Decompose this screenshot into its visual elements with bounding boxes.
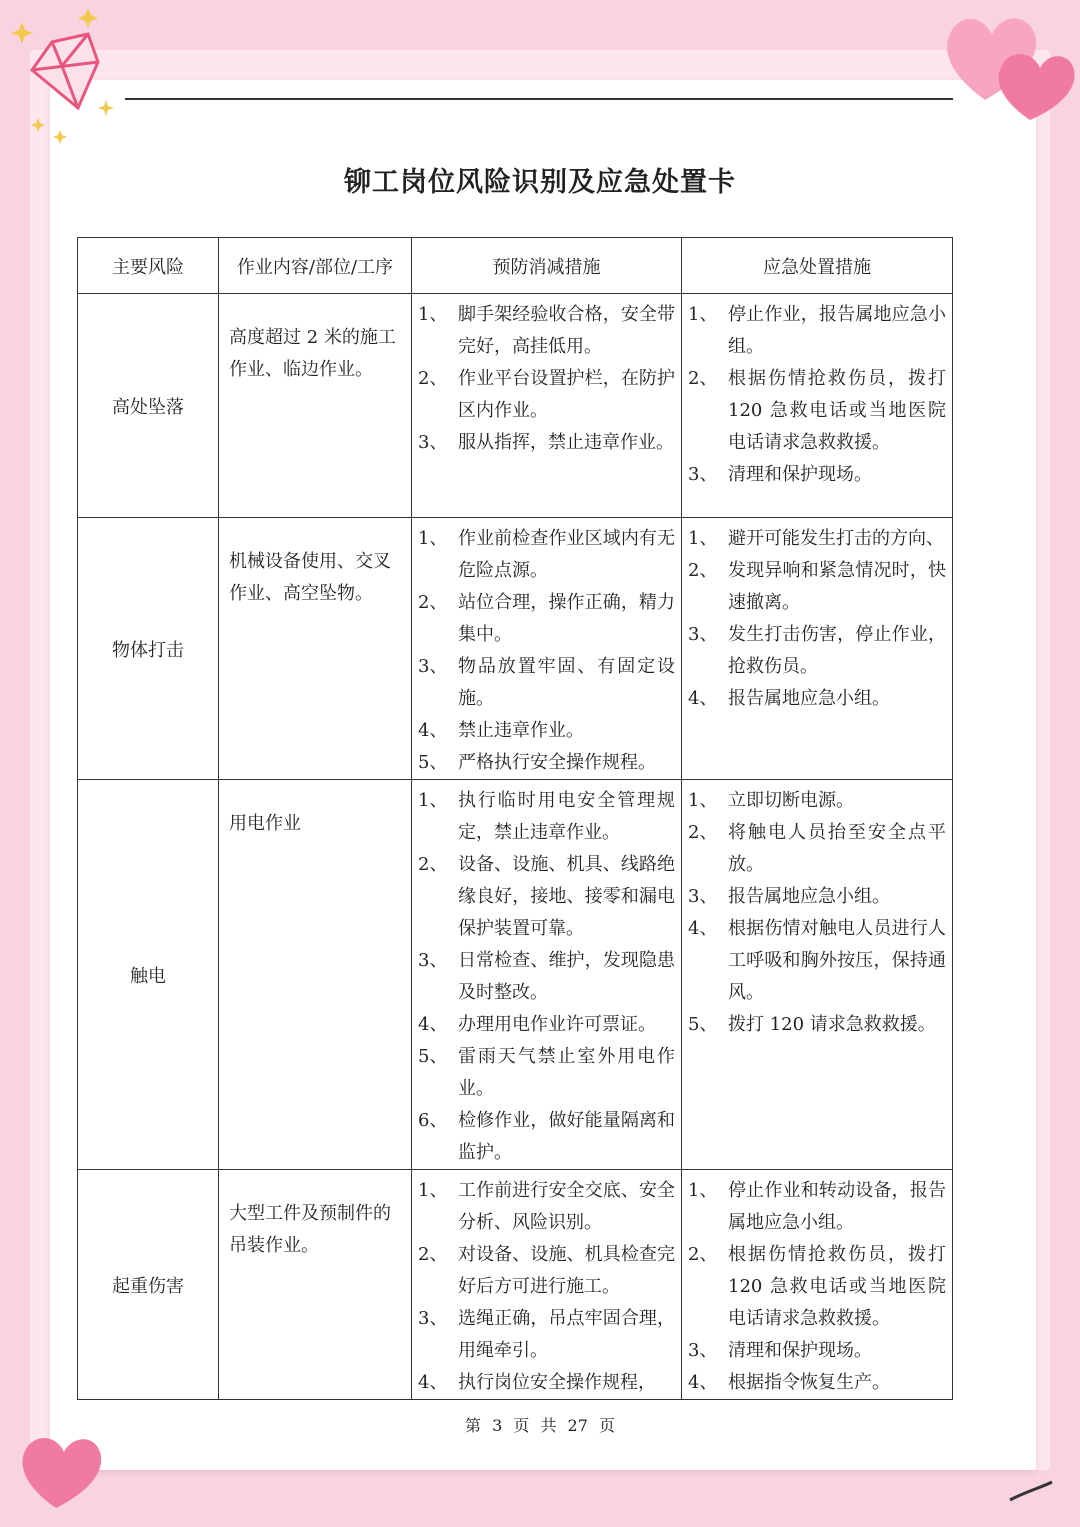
list-item — [418, 363, 675, 427]
list-item — [418, 427, 675, 459]
diamond-icon — [0, 0, 130, 150]
item-number: 2、 — [688, 1244, 718, 1265]
item-text: 将触电人员抬至安全点平放。 — [728, 822, 946, 875]
list-item — [688, 1239, 946, 1335]
item-number: 1、 — [688, 1180, 718, 1201]
item-text: 清理和保护现场。 — [728, 1340, 872, 1361]
item-text: 检修作业，做好能量隔离和监护。 — [458, 1110, 675, 1163]
item-number: 3、 — [688, 624, 718, 645]
page-title: 铆工岗位风险识别及应急处置卡 — [344, 167, 736, 198]
item-number: 4、 — [418, 720, 448, 741]
item-text: 选绳正确，吊点牢固合理，用绳牵引。 — [458, 1308, 675, 1361]
item-text: 作业前检查作业区域内有无危险点源。 — [458, 528, 675, 581]
item-text: 避开可能发生打击的方向、 — [728, 528, 944, 549]
item-number: 4、 — [418, 1372, 448, 1393]
list-item — [688, 363, 946, 459]
item-number: 3、 — [418, 950, 448, 971]
scribble-icon — [1000, 1470, 1060, 1510]
list-item — [418, 1041, 675, 1105]
item-number: 1、 — [418, 790, 448, 811]
item-text: 严格执行安全操作规程。 — [458, 752, 656, 773]
header-scope: 作业内容/部位/工序 — [219, 238, 412, 294]
item-number: 2、 — [418, 592, 448, 613]
list-item — [418, 715, 675, 747]
list-item — [688, 785, 946, 817]
item-number: 5、 — [418, 752, 448, 773]
item-text: 根据伤情抢救伤员，拨打 120 急救电话或当地医院电话请求急救救援。 — [728, 368, 946, 453]
risk-table — [77, 237, 953, 1400]
table-row — [78, 780, 953, 1170]
table-row — [78, 294, 953, 518]
item-text: 根据伤情抢救伤员，拨打 120 急救电话或当地医院电话请求急救救援。 — [728, 1244, 946, 1329]
item-number: 4、 — [688, 688, 718, 709]
item-text: 脚手架经验收合格，安全带完好，高挂低用。 — [458, 304, 675, 357]
header-emergency: 应急处置措施 — [682, 238, 953, 294]
prevention-list — [412, 518, 681, 779]
list-item — [418, 651, 675, 715]
list-item — [688, 619, 946, 683]
item-text: 执行岗位安全操作规程， — [458, 1372, 656, 1393]
list-item — [418, 747, 675, 779]
emergency-cell — [682, 518, 953, 780]
header-prevention: 预防消减措施 — [412, 238, 682, 294]
list-item — [688, 913, 946, 1009]
item-text: 禁止违章作业。 — [458, 720, 584, 741]
list-item — [688, 555, 946, 619]
list-item — [688, 459, 946, 491]
prevention-cell — [412, 518, 682, 780]
scope-cell: 机械设备使用、交叉作业、高空坠物。 — [219, 518, 412, 780]
item-text: 立即切断电源。 — [728, 790, 854, 811]
list-item — [688, 1335, 946, 1367]
item-number: 1、 — [418, 528, 448, 549]
prevention-list — [412, 780, 681, 1169]
risk-cell: 物体打击 — [78, 518, 219, 780]
risk-cell: 触电 — [78, 780, 219, 1170]
risk-cell: 高处坠落 — [78, 294, 219, 518]
item-text: 停止作业和转动设备，报告属地应急小组。 — [728, 1180, 946, 1233]
item-number: 1、 — [688, 790, 718, 811]
item-number: 6、 — [418, 1110, 448, 1131]
item-number: 2、 — [688, 822, 718, 843]
item-number: 3、 — [418, 656, 448, 677]
item-number: 5、 — [418, 1046, 448, 1067]
emergency-cell — [682, 294, 953, 518]
prevention-cell — [412, 294, 682, 518]
list-item — [418, 587, 675, 651]
item-text: 对设备、设施、机具检查完好后方可进行施工。 — [458, 1244, 675, 1297]
item-text: 服从指挥，禁止违章作业。 — [458, 432, 674, 453]
item-text: 清理和保护现场。 — [728, 464, 872, 485]
list-item — [418, 523, 675, 587]
item-text: 执行临时用电安全管理规定，禁止违章作业。 — [458, 790, 675, 843]
item-number: 2、 — [418, 854, 448, 875]
item-text: 办理用电作业许可票证。 — [458, 1014, 656, 1035]
list-item — [418, 1239, 675, 1303]
emergency-list — [682, 780, 952, 1041]
item-text: 物品放置牢固、有固定设施。 — [458, 656, 675, 709]
item-text: 报告属地应急小组。 — [728, 688, 890, 709]
emergency-list — [682, 294, 952, 491]
emergency-list — [682, 1170, 952, 1399]
prevention-list — [412, 294, 681, 459]
item-text: 根据伤情对触电人员进行人工呼吸和胸外按压，保持通风。 — [728, 918, 946, 1003]
item-number: 1、 — [418, 304, 448, 325]
hearts-icon — [930, 0, 1080, 130]
item-text: 发生打击伤害，停止作业，抢救伤员。 — [728, 624, 946, 677]
list-item — [688, 523, 946, 555]
item-text: 发现异响和紧急情况时，快速撤离。 — [728, 560, 946, 613]
item-number: 4、 — [688, 918, 718, 939]
item-number: 3、 — [418, 432, 448, 453]
list-item — [418, 945, 675, 1009]
item-text: 设备、设施、机具、线路绝缘良好，接地、接零和漏电保护装置可靠。 — [458, 854, 675, 939]
list-item — [418, 1105, 675, 1169]
list-item — [418, 1009, 675, 1041]
item-text: 根据指令恢复生产。 — [728, 1372, 890, 1393]
scope-cell: 大型工件及预制件的吊装作业。 — [219, 1170, 412, 1400]
item-number: 1、 — [688, 304, 718, 325]
item-text: 工作前进行安全交底、安全分析、风险识别。 — [458, 1180, 675, 1233]
item-number: 3、 — [688, 1340, 718, 1361]
list-item — [688, 881, 946, 913]
item-number: 3、 — [418, 1308, 448, 1329]
item-text: 报告属地应急小组。 — [728, 886, 890, 907]
item-number: 1、 — [688, 528, 718, 549]
item-number: 1、 — [418, 1180, 448, 1201]
table-row — [78, 518, 953, 780]
item-number: 5、 — [688, 1014, 718, 1035]
list-item — [418, 1303, 675, 1367]
emergency-list — [682, 518, 952, 715]
item-text: 雷雨天气禁止室外用电作业。 — [458, 1046, 675, 1099]
list-item — [688, 683, 946, 715]
list-item — [688, 299, 946, 363]
list-item — [418, 299, 675, 363]
list-item — [688, 1009, 946, 1041]
scope-cell: 高度超过 2 米的施工作业、临边作业。 — [219, 294, 412, 518]
item-number: 2、 — [418, 1244, 448, 1265]
list-item — [688, 817, 946, 881]
header-risk: 主要风险 — [78, 238, 219, 294]
risk-cell: 起重伤害 — [78, 1170, 219, 1400]
item-text: 站位合理，操作正确，精力集中。 — [458, 592, 675, 645]
list-item — [418, 1175, 675, 1239]
item-number: 2、 — [418, 368, 448, 389]
list-item — [688, 1367, 946, 1399]
prevention-list — [412, 1170, 681, 1399]
item-text: 日常检查、维护，发现隐患及时整改。 — [458, 950, 675, 1003]
item-number: 4、 — [688, 1372, 718, 1393]
prevention-cell — [412, 1170, 682, 1400]
table-row — [78, 1170, 953, 1400]
emergency-cell — [682, 780, 953, 1170]
scope-cell: 用电作业 — [219, 780, 412, 1170]
header-rule — [125, 98, 953, 100]
table-header-row — [78, 238, 953, 294]
item-number: 3、 — [688, 464, 718, 485]
item-number: 2、 — [688, 368, 718, 389]
item-text: 拨打 120 请求急救救援。 — [728, 1014, 936, 1035]
page-footer: 第 3 页 共 27 页 — [465, 1416, 615, 1435]
list-item — [688, 1175, 946, 1239]
item-text: 停止作业，报告属地应急小组。 — [728, 304, 946, 357]
list-item — [418, 1367, 675, 1399]
prevention-cell — [412, 780, 682, 1170]
item-number: 3、 — [688, 886, 718, 907]
list-item — [418, 849, 675, 945]
item-text: 作业平台设置护栏，在防护区内作业。 — [458, 368, 675, 421]
emergency-cell — [682, 1170, 953, 1400]
item-number: 4、 — [418, 1014, 448, 1035]
item-number: 2、 — [688, 560, 718, 581]
list-item — [418, 785, 675, 849]
